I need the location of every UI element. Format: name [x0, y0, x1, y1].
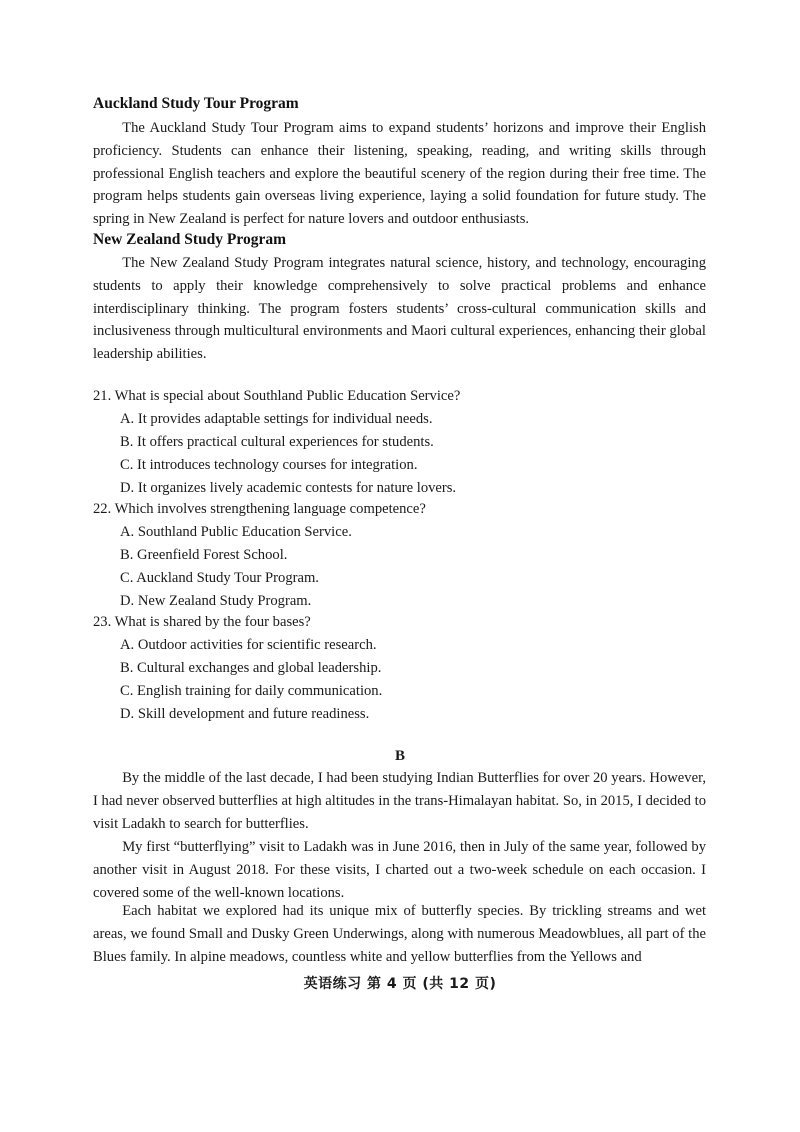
option-d[interactable]: D. New Zealand Study Program.: [120, 593, 312, 609]
option-c[interactable]: C. English training for daily communication.: [120, 683, 383, 699]
passage-b-paragraph-2: My first “butterflying” visit to Ladakh was in June 2016, then in July of the same year, followed by another visit in August 2018. For these visits, I charted out a two-week schedule on each occasion. I covered some of the well-known locations.: [93, 839, 706, 901]
option-a[interactable]: A. Outdoor activities for scientific research.: [120, 637, 377, 653]
option-d[interactable]: D. Skill development and future readiness.: [120, 706, 370, 722]
passage-b-paragraph-3: Each habitat we explored had its unique mix of butterfly species. By trickling streams and wet areas, we found Small and Dusky Green Underwings, along with numerous Meadowblues, all part of the Blues family. In alpine meadows, countless white and yellow butterflies from the Yellows and: [93, 903, 706, 965]
option-c[interactable]: C. It introduces technology courses for integration.: [120, 457, 418, 473]
option-b[interactable]: B. Cultural exchanges and global leadership.: [120, 660, 382, 676]
auckland-paragraph: The Auckland Study Tour Program aims to expand students’ horizons and improve their English proficiency. Students can enhance their listening, speaking, reading, and writing skills through professional English teachers and explore the beautiful scenery of the region during their free time. The program helps students gain overseas living experience, laying a solid foundation for future study. The spring in New Zealand is perfect for nature lovers and outdoor enthusiasts.: [93, 120, 706, 228]
question-stem: 22. Which involves strengthening language competence?: [93, 501, 426, 517]
page-footer: 英语练习 第 4 页 (共 12 页): [303, 976, 497, 992]
passage-b-paragraph-1: By the middle of the last decade, I had been studying Indian Butterflies for over 20 years. However, I had never observed butterflies at high altitudes in the trans-Himalayan habitat. So, in 2015, I decided to visit Ladakh to search for butterflies.: [93, 770, 706, 832]
question-stem: 23. What is shared by the four bases?: [93, 614, 311, 630]
newzealand-paragraph: The New Zealand Study Program integrates natural science, history, and technology, encouraging students to apply their knowledge comprehensively to solve practical problems and enhance interdisciplinary thinking. The program fosters students’ cross-cultural communication skills and inclusiveness through multicultural environments and Maori cultural experiences, enhancing their global leadership abilities.: [93, 255, 706, 363]
option-b[interactable]: B. Greenfield Forest School.: [120, 547, 288, 563]
section-b-label: B: [394, 748, 405, 764]
question-stem: 21. What is special about Southland Public Education Service?: [93, 388, 461, 404]
option-c[interactable]: C. Auckland Study Tour Program.: [120, 570, 319, 586]
newzealand-heading: New Zealand Study Program: [93, 231, 287, 248]
option-d[interactable]: D. It organizes lively academic contests for nature lovers.: [120, 480, 457, 496]
auckland-heading: Auckland Study Tour Program: [93, 95, 299, 112]
option-a[interactable]: A. Southland Public Education Service.: [120, 524, 352, 540]
option-a[interactable]: A. It provides adaptable settings for individual needs.: [120, 411, 433, 427]
option-b[interactable]: B. It offers practical cultural experiences for students.: [120, 434, 434, 450]
